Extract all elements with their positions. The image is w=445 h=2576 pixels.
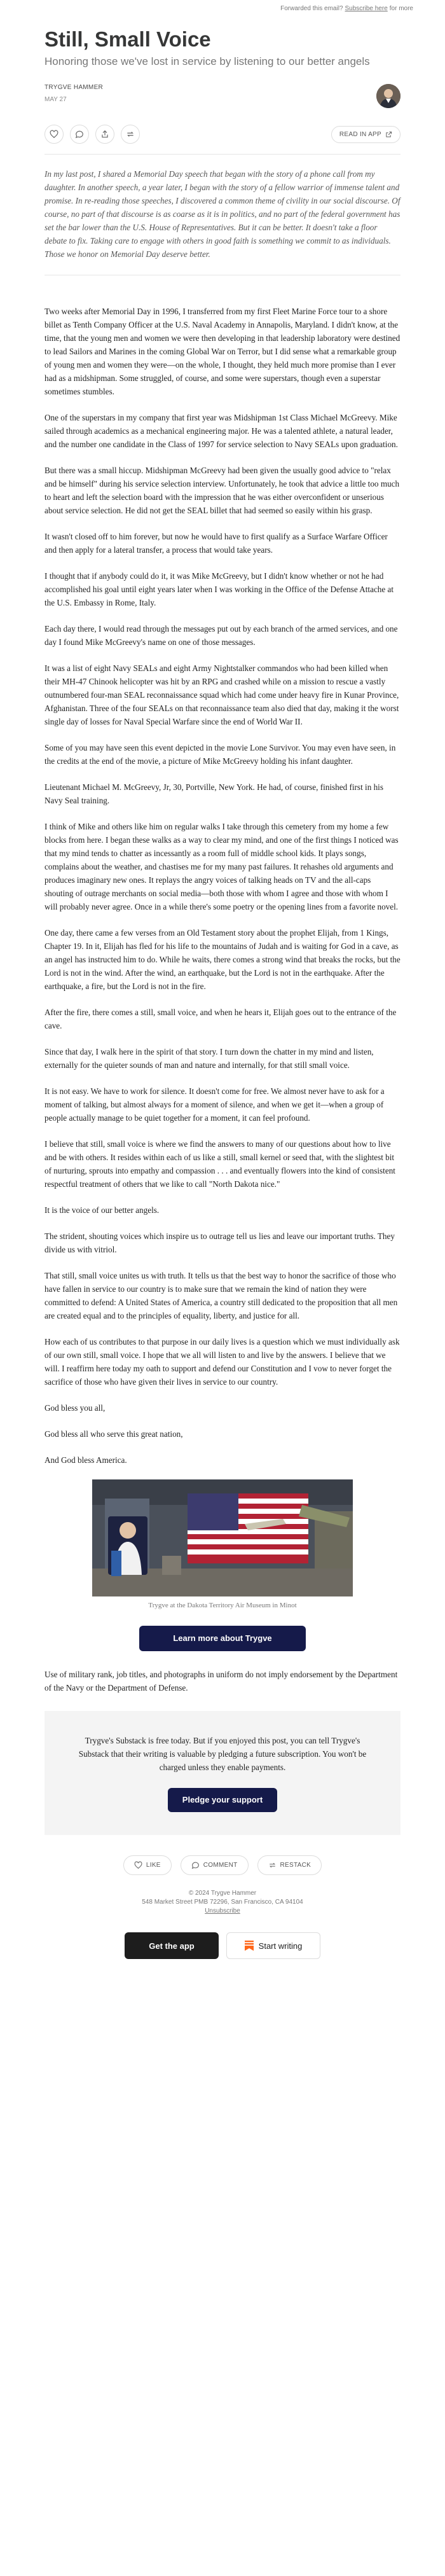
learn-more-button[interactable]: Learn more about Trygve <box>139 1626 306 1651</box>
body-paragraph: I thought that if anybody could do it, it was Mike McGreevy, but I didn't know whether or not he had accomplished his goal until eight years later when I was working in the Office of the Defense Attache at the U.S. Embassy in Rome, Italy. <box>44 571 394 607</box>
heart-icon <box>134 1861 142 1869</box>
photo-caption: Trygve at the Dakota Territory Air Museum in Minot <box>148 1602 297 1609</box>
share-button[interactable] <box>95 125 114 144</box>
body-paragraph: Lieutenant Michael M. McGreevy, Jr, 30, Portville, New York. He had, of course, finished first in his Navy Seal training. <box>44 782 383 805</box>
footer-comment-button[interactable] <box>181 1855 249 1875</box>
body-paragraph: How each of us contributes to that purpose in our daily lives is a question which we must individually ask of our own still, small voice. I hope that we all will listen to and live by the answers. I believe that we will. I reaffirm here today my oath to support and defend our Constitution and I vow to never forget the sacrifice of those who have given their lives in service to our country. <box>44 1337 400 1387</box>
museum-photo[interactable] <box>92 1479 353 1596</box>
external-link-icon <box>385 131 392 138</box>
post-header <box>0 17 445 155</box>
post-date: MAY 27 <box>44 96 67 103</box>
body-paragraph: God bless all who serve this great nation, <box>44 1429 183 1439</box>
forwarded-text: Forwarded this email? <box>280 4 343 12</box>
app-buttons <box>0 1932 445 1959</box>
share-icon <box>100 130 109 139</box>
subscribe-link[interactable]: Subscribe here <box>345 4 388 12</box>
copyright: © 2024 Trygve Hammer <box>188 1890 257 1897</box>
body-paragraph: But there was a small hiccup. Midshipman McGreevy had been given the usually good advice to "relax and be himself" during his service selection interview. Unfortunately, he took that advice a little too much to heart and left the selection board with the impression that he was either overconfident or unserious about service selection. He did not get the SEAL billet that had seemed so easily within his grasp. <box>44 466 400 515</box>
restack-icon <box>126 130 135 139</box>
substack-logo-icon <box>245 1941 254 1951</box>
body-paragraph: I think of Mike and others like him on regular walks I take through this cemetery from my home a few blocks from here. I began these walks as a way to clear my mind, and one of the first things I noticed was that my mind tends to chatter as incessantly as a room full of middle school kids. It plays songs, complains about the weather, and chastises me for my many past failures. It rehashes old arguments and produces imaginary new ones. It replays the angry voices of talking heads on TV and the all-caps shouting of outrage merchants on social media—both those with whom I agree and those with whom I will probably never agree. Once in a while there's some poetry or the opening lines from a favorite novel. <box>44 822 399 911</box>
footer-info <box>0 1889 445 1916</box>
body-paragraph: One of the superstars in my company that first year was Midshipman 1st Class Michael McGreevy. Mike sailed through academics as a mechanical engineering major. He was a talented athlete, a natural leader, and the number one candidate in the Class of 1997 for service selection to Navy SEALs upon graduation. <box>44 413 398 449</box>
comment-label: COMMENT <box>203 1862 238 1869</box>
footer-like-button[interactable] <box>123 1855 172 1875</box>
disclaimer: Use of military rank, job titles, and photographs in uniform do not imply endorsement by the Department of the Navy or the Department of Defense. <box>44 1670 398 1693</box>
restack-label: RESTACK <box>280 1862 312 1869</box>
byline <box>44 84 400 108</box>
footer-actions <box>0 1855 445 1875</box>
body-paragraph: That still, small voice unites us with truth. It tells us that the best way to honor the sacrifice of those who have fallen in service to our country is to make sure that we remain the kind of nation they were committed to defend: A United States of America, a country still dedicated to the proposition that all men are created equal and to the principles of equality, liberty, and justice for all. <box>44 1271 398 1320</box>
author-name[interactable]: TRYGVE HAMMER <box>44 84 104 91</box>
start-writing-label: Start writing <box>258 1941 303 1951</box>
body-paragraph: Two weeks after Memorial Day in 1996, I transferred from my first Fleet Marine Force tour to a shore billet as Tenth Company Officer at the U.S. Naval Academy in Annapolis, Maryland. I didn't know, at the time, that the young men and women we were then developing in that leadership laboratory were destined to lead Sailors and Marines in the coming Global War on Terror, but I did sense what a remarkable group of young men and women they were—on the whole, I thought, they held much more promise than I ever had as a midshipman. Some struggled, of course, and some were superstars, though even a superstar sometimes stumbles. <box>44 307 400 396</box>
body-paragraph: Some of you may have seen this event depicted in the movie Lone Survivor. You may even have seen, in the credits at the end of the movie, a picture of Mike McGreevy holding his infant daughter. <box>44 743 396 766</box>
unsubscribe-link[interactable]: Unsubscribe <box>205 1908 240 1915</box>
forwarded-bar <box>0 0 445 17</box>
heart-icon <box>50 130 58 139</box>
comment-button[interactable] <box>70 125 89 144</box>
body-paragraph: It is not easy. We have to work for silence. It doesn't come for free. We almost never have to ask for a moment of talking, but almost always for a moment of silence, and when we get it—when a group of people actually manage to be quiet together for a moment, it can feel profound. <box>44 1086 385 1123</box>
body-paragraph: And God bless America. <box>44 1455 127 1465</box>
body-paragraph: Since that day, I walk here in the spirit of that story. I turn down the chatter in my mind and listen, externally for the quieter sounds of man and nature and internally, for that still small voice. <box>44 1047 374 1070</box>
post-body <box>0 275 445 1694</box>
like-label: LIKE <box>146 1862 161 1869</box>
pledge-button[interactable]: Pledge your support <box>168 1788 277 1812</box>
read-in-app-label: READ IN APP <box>339 130 381 138</box>
forwarded-suffix: for more <box>389 4 413 12</box>
body-paragraph: God bless you all, <box>44 1403 106 1413</box>
body-paragraph: It wasn't closed off to him forever, but now he would have to first qualify as a Surface Warfare Officer and then apply for a lateral transfer, a process that would take years. <box>44 532 388 555</box>
body-paragraph: I believe that still, small voice is where we find the answers to many of our questions about how to live and be with others. It resides within each of us like a still, small kernel or seed that, with the slightest bit of nurturing, sprouts into empathy and compassion . . . and eventually flowers into the kind of consistent respectful treatment of others that we like to call "North Dakota nice." <box>44 1139 395 1189</box>
restack-button[interactable] <box>121 125 140 144</box>
body-paragraph: One day, there came a few verses from an Old Testament story about the prophet Elijah, from 1 Kings, Chapter 19. In it, Elijah has fled for his life to the mountains of Judah and is waiting for God in a cave, as an angel has instructed him to do. While he waits, there comes a strong wind that breaks the rocks, but the Lord is not in the wind. After the wind, an earthquake, but the Lord is not in the earthquake. After the earthquake, a fire, but the Lord is not in the fire. <box>44 928 400 991</box>
intro-paragraph: In my last post, I shared a Memorial Day speech that began with the story of a phone call from my daughter. In another speech, a year later, I began with the story of a fellow warrior of immense talent and promise. In re-reading those speeches, I discovered a common theme of civility in our social discourse. Of course, no part of that discourse is as coarse as it is in politics, and no part of the federal government has set the bar lower than the U.S. House of Representatives. But it can be better. It doesn't take a floor debate to fix. Taking care to engage with others in good faith is something we commit to as individuals. Those we honor on Memorial Day deserve better. <box>44 167 400 275</box>
subscribe-text: Trygve's Substack is free today. But if you enjoyed this post, you can tell Trygve's Substack that their writing is valuable by pledging a future subscription. You won't be charged unless they enable payments. <box>78 1736 367 1772</box>
footer-restack-button[interactable] <box>257 1855 322 1875</box>
post-subtitle: Honoring those we've lost in service by listening to our better angels <box>44 55 370 67</box>
post-actions <box>44 125 400 155</box>
post-title[interactable]: Still, Small Voice <box>44 27 211 51</box>
start-writing-button[interactable] <box>226 1932 320 1959</box>
avatar[interactable] <box>376 84 400 108</box>
body-paragraph: After the fire, there comes a still, small voice, and when he hears it, Elijah goes out to the entrance of the cave. <box>44 1008 397 1030</box>
like-button[interactable] <box>44 125 64 144</box>
comment-icon <box>75 130 84 139</box>
body-paragraph: It is the voice of our better angels. <box>44 1205 160 1215</box>
subscribe-box <box>44 1711 400 1835</box>
body-paragraph: The strident, shouting voices which inspire us to outrage tell us lies and leave our important truths. They divide us with vitriol. <box>44 1231 395 1254</box>
comment-icon <box>191 1861 200 1869</box>
address: 548 Market Street PMB 72296, San Francisco, CA 94104 <box>142 1899 303 1906</box>
restack-icon <box>268 1861 277 1869</box>
get-app-button[interactable]: Get the app <box>125 1932 219 1959</box>
body-paragraph: It was a list of eight Navy SEALs and eight Army Nightstalker commandos who had been killed when their MH-47 Chinook helicopter was hit by an RPG and crashed while on a mission to rescue a vastly outnumbered four-man SEAL reconnaissance squad which had come under heavy fire in Kunar Province, Afghanistan. Three of the four SEALs on that reconnaissance team also died that day, making it the worst single day of losses for Naval Special Warfare since the end of World War II. <box>44 663 399 726</box>
body-paragraph: Each day there, I would read through the messages put out by each branch of the armed services, and one day I found Mike McGreevy's name on one of those messages. <box>44 624 398 647</box>
read-in-app-button[interactable] <box>331 126 400 143</box>
